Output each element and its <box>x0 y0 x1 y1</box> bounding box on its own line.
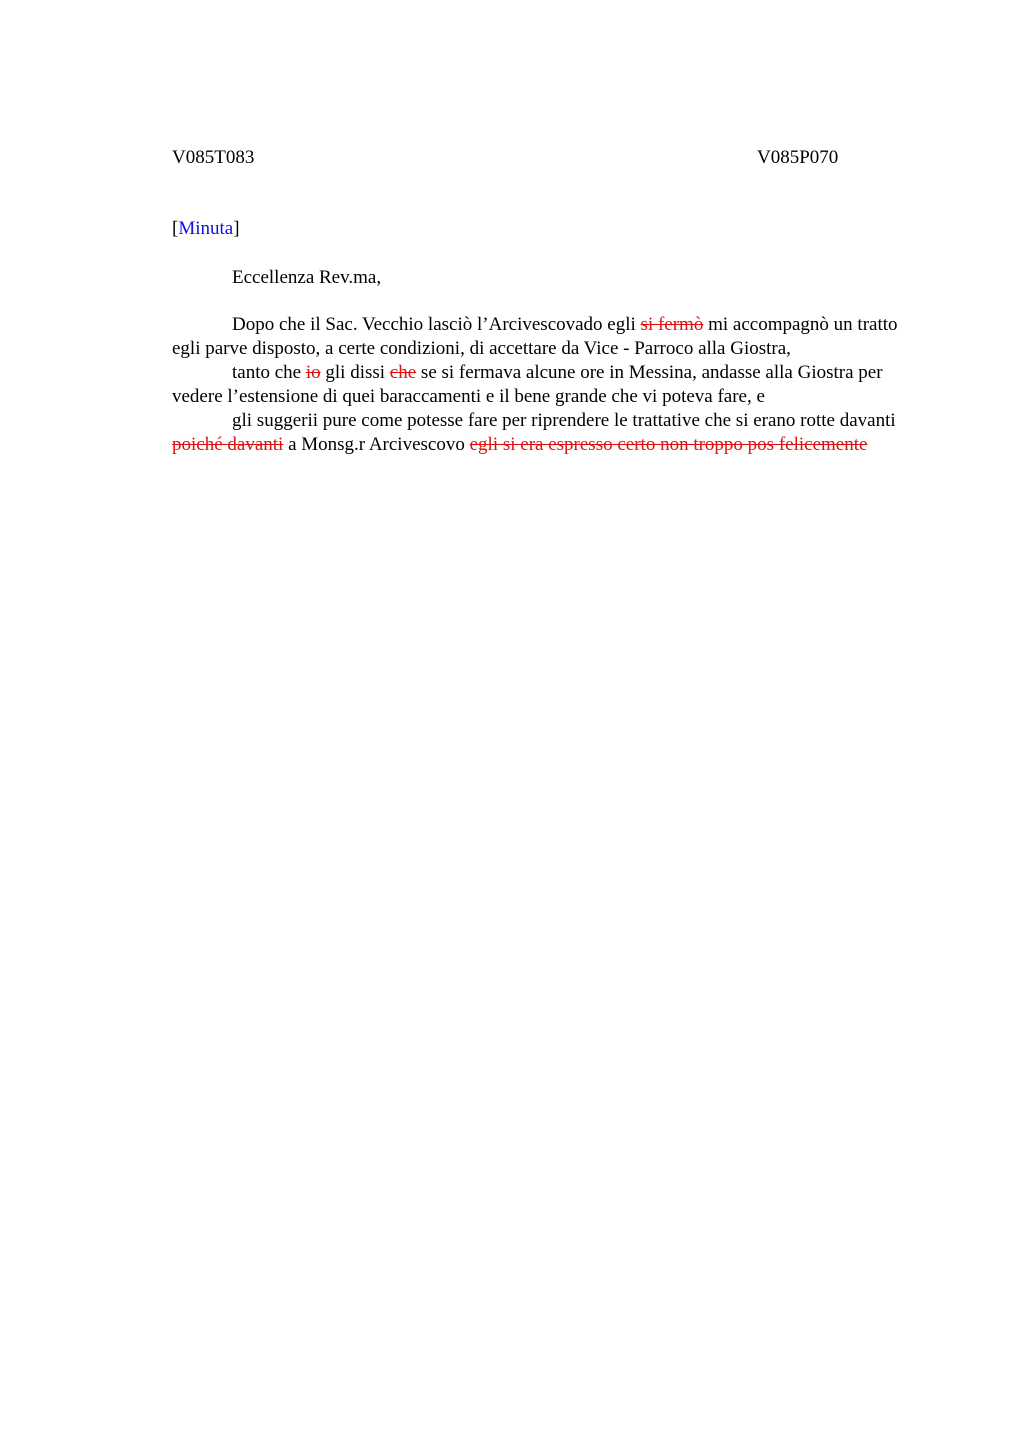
document-code-left: V085T083 <box>172 147 255 168</box>
greeting: Eccellenza Rev.ma, <box>232 267 382 288</box>
deleted-text: egli si era espresso certo non troppo pos felicemente <box>469 434 868 455</box>
document-code-right: V085P070 <box>757 147 839 168</box>
paragraph-3 <box>172 409 912 457</box>
text-segment: Dopo che il Sac. Vecchio lasciò l’Arcivescovado egli <box>232 314 641 335</box>
text-segment: gli dissi <box>320 362 390 383</box>
minuta-word: Minuta <box>178 218 234 239</box>
text-segment: se si fermava alcune ore in Messina, andasse alla Giostra per vedere l’estensione di quei baraccamenti e il bene grande che vi poteva fare, e <box>172 362 883 407</box>
paragraph-1 <box>172 313 912 361</box>
letter-body <box>172 313 912 457</box>
text-segment: a Monsg.r Arcivescovo <box>283 434 470 455</box>
minuta-label <box>172 217 240 241</box>
open-bracket: [ <box>172 218 179 239</box>
text-segment: tanto che <box>232 362 306 383</box>
deleted-text: si fermò <box>640 314 704 335</box>
deleted-text: io <box>305 362 321 383</box>
paragraph-2 <box>172 361 912 409</box>
text-segment: gli suggerii pure come potesse fare per riprendere le trattative che si erano rotte davanti <box>232 410 896 431</box>
close-bracket: ] <box>233 218 240 239</box>
text-segment: mi accompagnò un tratto egli parve disposto, a certe condizioni, di accettare da Vice - Parroco alla Giostra, <box>172 314 898 359</box>
deleted-text: che <box>389 362 417 383</box>
deleted-text: poiché davanti <box>172 434 284 455</box>
